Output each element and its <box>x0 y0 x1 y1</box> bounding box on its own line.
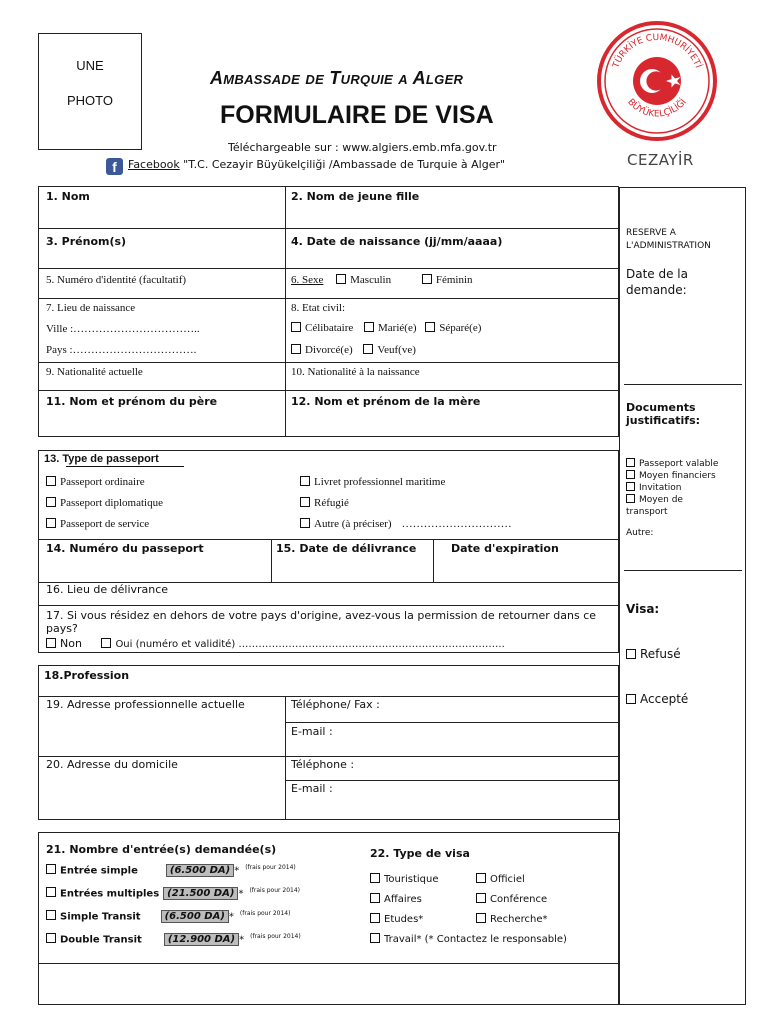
field-19-email[interactable]: E-mail : <box>291 725 333 738</box>
field-5-identite[interactable]: 5. Numéro d'identité (facultatif) <box>46 274 187 286</box>
field-10-nationalite-naissance[interactable]: 10. Nationalité à la naissance <box>291 366 420 378</box>
field-11-pere[interactable]: 11. Nom et prénom du père <box>46 395 218 408</box>
field-18-profession[interactable]: 18.Profession <box>44 669 130 682</box>
field-7-lieu-naissance: 7. Lieu de naissance <box>46 302 136 314</box>
section-profession <box>38 665 619 820</box>
entry-row[interactable]: Simple Transit (6.500 DA) * $^{(frais pour 2014)}$ <box>46 910 301 933</box>
field-14-numero-passeport[interactable]: 14. Numéro du passeport <box>46 542 204 555</box>
doc-item-financiers[interactable]: Moyen financiers <box>626 470 744 482</box>
field-8-etat-civil: 8. Etat civil: <box>291 302 346 314</box>
visa-conference[interactable]: Conférence <box>476 894 547 905</box>
visa-touristique[interactable]: Touristique <box>370 870 476 890</box>
passeport-autre[interactable]: Autre (à préciser) ………………………… <box>300 518 512 530</box>
field-20-telephone[interactable]: Téléphone : <box>291 758 355 771</box>
embassy-name: Ambassade de Turquie a Alger <box>210 68 464 88</box>
facebook-text: "T.C. Cezayir Büyükelçiliği /Ambassade de Turquie à Alger" <box>179 158 506 171</box>
etat-civil-row1 <box>291 322 481 334</box>
passeport-service[interactable]: Passeport de service <box>46 518 149 530</box>
embassy-seal <box>594 18 720 144</box>
visa-affaires[interactable]: Affaires <box>370 890 476 910</box>
passeport-ordinaire[interactable]: Passeport ordinaire <box>46 476 145 488</box>
field-15-date-delivrance[interactable]: 15. Date de délivrance <box>276 542 417 555</box>
field-16-lieu-delivrance[interactable]: 16. Lieu de délivrance <box>46 583 169 596</box>
entry-row[interactable]: Entrées multiples (21.500 DA) * $^{(frais pour 2014)}$ <box>46 887 301 910</box>
field-1-nom[interactable]: 1. Nom <box>46 190 90 203</box>
entry-row[interactable]: Double Transit (12.900 DA) * $^{(frais pour 2014)}$ <box>46 933 301 956</box>
facebook-line <box>106 158 505 175</box>
entries-list <box>46 864 301 956</box>
etat-celibataire[interactable]: Célibataire <box>291 322 353 334</box>
etat-veuf[interactable]: Veuf(ve) <box>363 344 415 356</box>
seal-caption: CEZAYİR <box>627 151 694 169</box>
field-17-options <box>46 637 505 650</box>
sexe-masculin[interactable]: Masculin <box>336 274 391 286</box>
field-7-pays[interactable]: Pays :……………………………. <box>46 344 197 356</box>
photo-box <box>38 33 142 150</box>
retour-non[interactable]: Non <box>46 637 82 650</box>
seal-top-text: TÜRKİYE CUMHURİYETİ <box>611 32 703 70</box>
retour-oui[interactable]: Oui (numéro et validité) …………………………………………………………………….. <box>101 637 504 650</box>
field-19-adresse-pro[interactable]: 19. Adresse professionnelle actuelle <box>46 698 245 711</box>
visa-travail[interactable]: Travail* (* Contactez le responsable) <box>370 930 567 950</box>
visa-recherche[interactable]: Recherche* <box>476 914 548 925</box>
admin-autre: Autre: <box>626 528 654 538</box>
doc-item-invitation[interactable]: Invitation <box>626 482 744 494</box>
field-17-question: 17. Si vous résidez en dehors de votre pays d'origine, avez-vous la permission de retourner dans ce pays? <box>46 609 597 635</box>
admin-date-demande: Date de la demande: <box>626 267 688 297</box>
field-21-nombre-entrees: 21. Nombre d'entrée(s) demandée(s) <box>46 843 277 856</box>
doc-item-transport[interactable]: Moyen de transport <box>626 495 683 517</box>
livret-maritime[interactable]: Livret professionnel maritime <box>300 476 445 488</box>
field-20-adresse-domicile[interactable]: 20. Adresse du domicile <box>46 758 178 771</box>
field-19-telephone-fax[interactable]: Téléphone/ Fax : <box>291 698 380 711</box>
facebook-link[interactable]: Facebook <box>128 158 180 171</box>
etat-divorce[interactable]: Divorcé(e) <box>291 344 353 356</box>
field-15-date-expiration[interactable]: Date d'expiration <box>451 542 559 555</box>
visa-types <box>370 870 567 950</box>
admin-docs-title: Documents justificatifs: <box>626 401 701 427</box>
field-2-nom-jeune-fille[interactable]: 2. Nom de jeune fille <box>291 190 420 203</box>
field-4-date-naissance[interactable]: 4. Date de naissance (jj/mm/aaaa) <box>291 235 503 248</box>
form-title: FORMULAIRE DE VISA <box>220 101 494 129</box>
admin-doc-list <box>626 458 744 518</box>
admin-visa: Visa: <box>626 602 660 616</box>
field-22-type-visa: 22. Type de visa <box>370 847 470 860</box>
visa-officiel[interactable]: Officiel <box>476 874 525 885</box>
facebook-icon: f <box>106 158 123 175</box>
photo-line-1: UNE <box>76 58 104 73</box>
admin-refuse[interactable]: Refusé <box>626 647 681 661</box>
entry-row[interactable]: Entrée simple (6.500 DA) * $^{(frais pour 2014)}$ <box>46 864 301 887</box>
field-12-mere[interactable]: 12. Nom et prénom de la mère <box>291 395 481 408</box>
field-9-nationalite[interactable]: 9. Nationalité actuelle <box>46 366 143 378</box>
doc-item-passeport[interactable]: Passeport valable <box>626 458 744 470</box>
seal-bottom-text: BÜYÜKELÇİLİĞİ <box>625 97 689 120</box>
field-3-prenom[interactable]: 3. Prénom(s) <box>46 235 127 248</box>
download-text: Téléchargeable sur : www.algiers.emb.mfa.gov.tr <box>228 141 497 154</box>
field-20-email[interactable]: E-mail : <box>291 782 333 795</box>
field-7-ville[interactable]: Ville :…………………………….. <box>46 323 200 335</box>
sexe-feminin[interactable]: Féminin <box>422 274 473 286</box>
passeport-diplomatique[interactable]: Passeport diplomatique <box>46 497 163 509</box>
field-6-sexe: 6. Sexe Masculin Féminin <box>291 274 473 286</box>
etat-marie[interactable]: Marié(e) <box>364 322 416 334</box>
etat-separe[interactable]: Séparé(e) <box>425 322 481 334</box>
admin-accepte[interactable]: Accepté <box>626 692 688 706</box>
photo-line-2: PHOTO <box>67 93 113 108</box>
refugie[interactable]: Réfugié <box>300 497 349 509</box>
admin-reserve: RESERVE A L'ADMINISTRATION <box>626 228 711 251</box>
visa-etudes[interactable]: Etudes* <box>370 910 476 930</box>
etat-civil-row2 <box>291 344 416 356</box>
field-13-type-passeport: 13. Type de passeport <box>44 453 159 465</box>
